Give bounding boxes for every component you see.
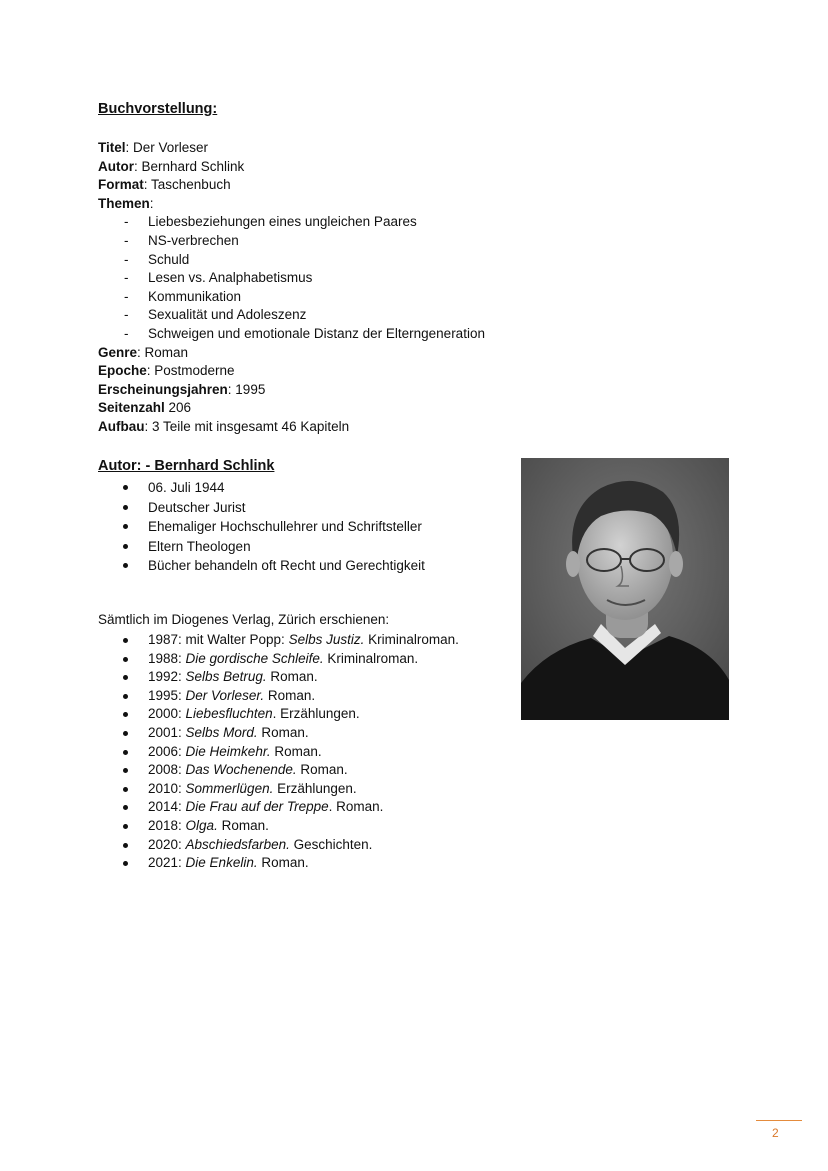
author-fact-item: Bücher behandeln oft Recht und Gerechtigkeit: [98, 556, 425, 576]
bullet-marker: [123, 712, 128, 717]
page-number: 2: [772, 1126, 779, 1140]
author-fact-item: 06. Juli 1944: [98, 478, 425, 498]
bullet-marker: [123, 787, 128, 792]
dash-marker: -: [124, 270, 129, 286]
book-item: 2006: Die Heimkehr. Roman.: [98, 743, 459, 762]
theme-item: - Kommunikation: [98, 288, 485, 307]
structure-row: Aufbau: 3 Teile mit insgesamt 46 Kapiteln: [98, 418, 350, 434]
theme-item: - NS-verbrechen: [98, 232, 485, 251]
theme-item: - Schweigen und emotionale Distanz der Elterngeneration: [98, 325, 485, 344]
author-facts-list: [98, 478, 425, 576]
bullet-marker: [123, 485, 128, 490]
book-item: 2000: Liebesfluchten. Erzählungen.: [98, 705, 459, 724]
author-fact-item: Deutscher Jurist: [98, 498, 425, 518]
publication-year-row: Erscheinungsjahren: 1995: [98, 381, 266, 397]
bullet-marker: [123, 805, 128, 810]
theme-item: - Liebesbeziehungen eines ungleichen Paares: [98, 213, 485, 232]
dash-marker: -: [124, 325, 129, 341]
book-item: 2021: Die Enkelin. Roman.: [98, 854, 459, 873]
book-item: 1987: mit Walter Popp: Selbs Justiz. Kriminalroman.: [98, 631, 459, 650]
bullet-marker: [123, 731, 128, 736]
bullet-marker: [123, 768, 128, 773]
book-item: 2008: Das Wochenende. Roman.: [98, 761, 459, 780]
bullet-marker: [123, 524, 128, 529]
author-heading: Autor: - Bernhard Schlink: [98, 458, 275, 474]
dash-marker: -: [124, 251, 129, 267]
bullet-marker: [123, 843, 128, 848]
book-item: 2014: Die Frau auf der Treppe. Roman.: [98, 798, 459, 817]
author-portrait-image: [521, 458, 729, 720]
book-item: 1992: Selbs Betrug. Roman.: [98, 668, 459, 687]
book-item: 1988: Die gordische Schleife. Kriminalroman.: [98, 650, 459, 669]
bullet-marker: [123, 824, 128, 829]
bullet-marker: [123, 563, 128, 568]
author-row: Autor: Bernhard Schlink: [98, 158, 245, 174]
bullet-marker: [123, 657, 128, 662]
author-photo: [521, 458, 729, 720]
books-list: [98, 631, 459, 873]
format-row: Format: Taschenbuch: [98, 177, 231, 193]
book-item: 2001: Selbs Mord. Roman.: [98, 724, 459, 743]
book-item: 2010: Sommerlügen. Erzählungen.: [98, 780, 459, 799]
author-fact-item: Eltern Theologen: [98, 537, 425, 557]
theme-item: - Lesen vs. Analphabetismus: [98, 269, 485, 288]
themes-list: [98, 213, 485, 343]
book-presentation-heading: Buchvorstellung:: [98, 101, 218, 117]
books-intro: Sämtlich im Diogenes Verlag, Zürich erschienen:: [98, 612, 390, 627]
page-count-row: Seitenzahl 206: [98, 400, 192, 416]
bullet-marker: [123, 505, 128, 510]
dash-marker: -: [124, 307, 129, 323]
themes-row: Themen:: [98, 195, 154, 211]
book-item: 1995: Der Vorleser. Roman.: [98, 687, 459, 706]
genre-row: Genre: Roman: [98, 344, 189, 360]
book-item: 2018: Olga. Roman.: [98, 817, 459, 836]
title-row: Titel: Der Vorleser: [98, 140, 209, 155]
dash-marker: -: [124, 288, 129, 304]
author-fact-item: Ehemaliger Hochschullehrer und Schriftsteller: [98, 517, 425, 537]
footer-divider: [756, 1120, 802, 1121]
bullet-marker: [123, 544, 128, 549]
dash-marker: -: [124, 214, 129, 230]
bullet-marker: [123, 638, 128, 643]
theme-item: - Sexualität und Adoleszenz: [98, 306, 485, 325]
book-info-block: [98, 139, 485, 437]
bullet-marker: [123, 694, 128, 699]
epoch-row: Epoche: Postmoderne: [98, 363, 235, 379]
book-item: 2020: Abschiedsfarben. Geschichten.: [98, 836, 459, 855]
bullet-marker: [123, 750, 128, 755]
bullet-marker: [123, 675, 128, 680]
bullet-marker: [123, 861, 128, 866]
dash-marker: -: [124, 232, 129, 248]
theme-item: - Schuld: [98, 251, 485, 270]
